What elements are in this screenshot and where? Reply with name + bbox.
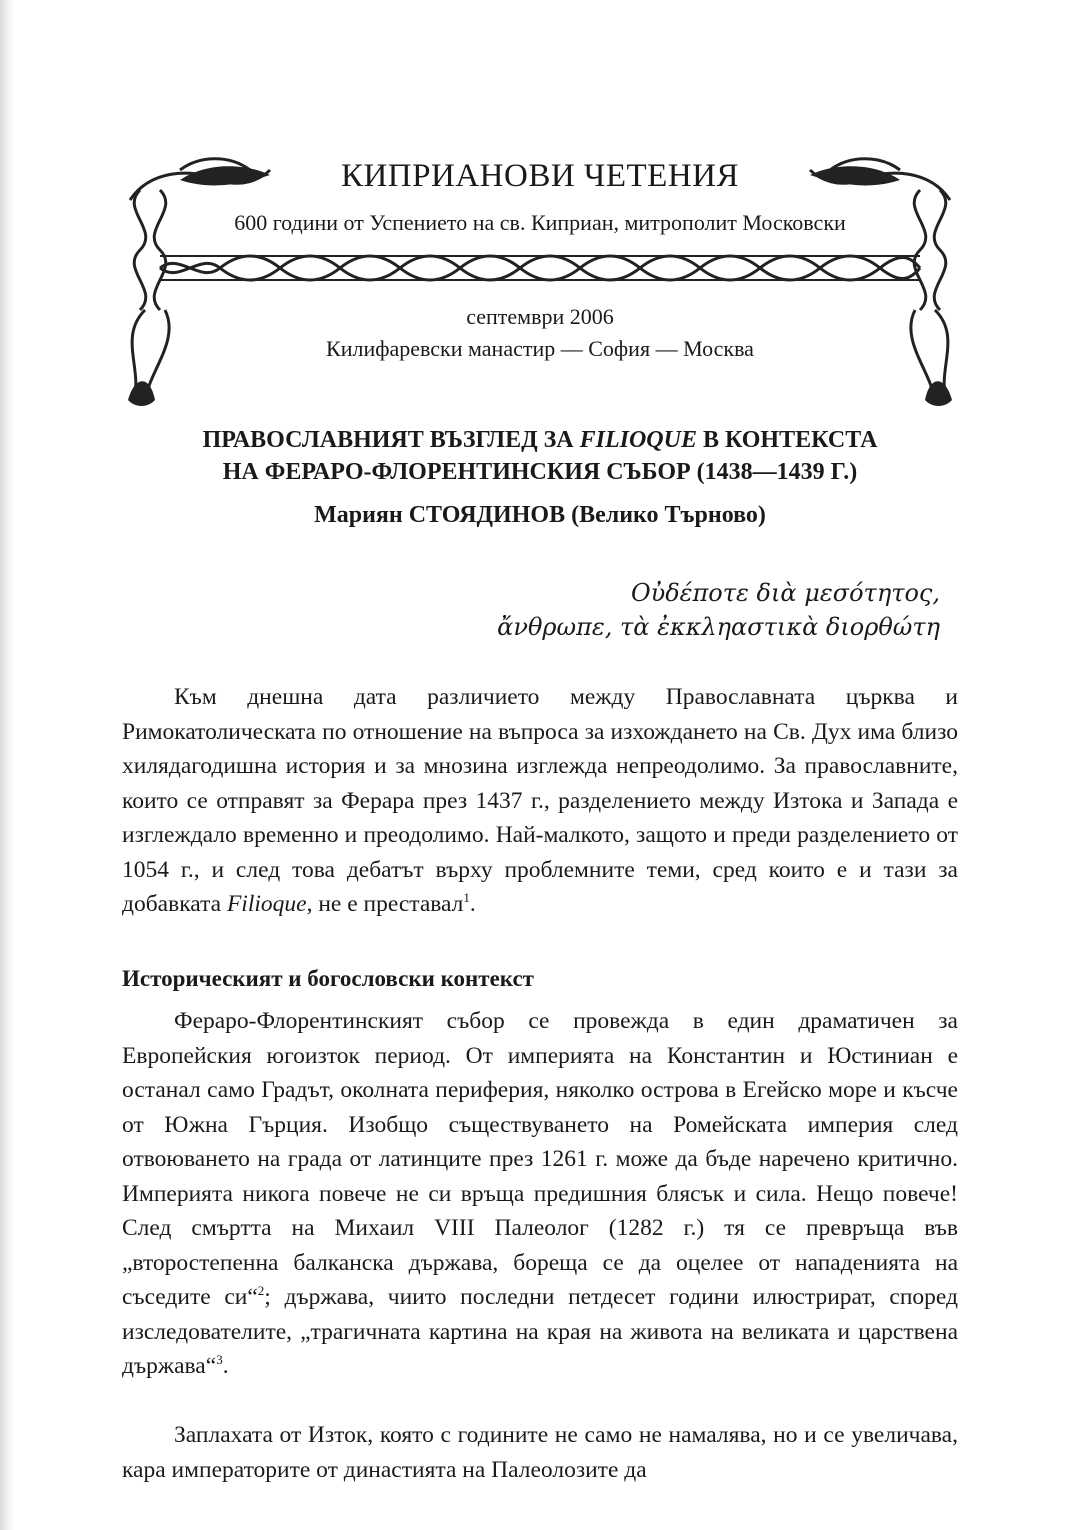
- paper-author: Мариян СТОЯДИНОВ (Велико Търново): [314, 502, 766, 528]
- conference-places: Килифаревски манастир — София — Москва: [326, 336, 754, 361]
- conference-title: КИПРИАНОВИ ЧЕТЕНИЯ: [340, 158, 740, 194]
- threat-paragraph: Заплахата от Изток, която с годините не само не намалява, но и се увеличава, кара императорите от династията на Палеолозите да: [122, 1422, 958, 1483]
- conference-subtitle: 600 години от Успението на св. Киприан, митрополит Московски: [234, 210, 846, 235]
- epigraph-line-1: Οὐδέποτε διὰ μεσότητος,: [630, 579, 940, 607]
- conference-date: септември 2006: [466, 304, 614, 329]
- paper-title: [0, 424, 1080, 488]
- epigraph-line-2: ἄνθρωπε, τὰ ἐκκληαστικὰ διορθώτη: [497, 613, 940, 641]
- paper-title-line-1: ПРАВОСЛАВНИЯТ ВЪЗГЛЕД ЗА FILIOQUE В КОНТЕКСТА: [202, 427, 878, 453]
- footnote-ref-1[interactable]: 1: [463, 890, 470, 906]
- context-paragraph: Фераро-Флорентинският събор се провежда в един драматичен за Европейския югоизток период. От империята на Константин и Юстиниан е останал само Градът, околната периферия, няколко острова в Егейско море и късче от Южна Гърция. Изобщо съществуването на Ромейската империя след отвоюването на града от латинците през 1261 г. може да бъде наречено критично. Империята никога повече не си връща предишния блясък и сила. Нещо повече! След смъртта на Михаил VIII Палеолог (1282 г.) тя се превръща във „второстепенна балканска държава, бореща се да оцелее от нападенията на съседите си“$^2$; държава, чиито последни петдесет години илюстрират, според изследователите, „трагичната картина на края на живота на великата и царствена държава“$^3$.: [122, 1008, 958, 1379]
- footnote-ref-2[interactable]: 2: [257, 1283, 265, 1299]
- greek-epigraph: [497, 576, 940, 644]
- paper-title-line-2: НА ФЕРАРО-ФЛОРЕНТИНСКИЯ СЪБОР (1438—1439 Г.): [222, 459, 858, 485]
- intro-paragraph: Към днешна дата различието между Православната църква и Римокатолическата по отношение на въпроса за изхождането на Св. Дух има близо хилядагодишна история и за мнозина изглежда непреодолимо. За православните, които се отправят за Ферара през 1437 г., разделението между Изтока и Запада е изглеждало временно и преодолимо. Най-малкото, защото и преди разделението от 1054 г., и след това дебатът върху проблемните теми, сред които е и тази за добавката Filioque, не е преставал$^1$.: [122, 684, 958, 917]
- footnote-ref-3[interactable]: 3: [216, 1352, 223, 1368]
- section-heading: Историческият и богословски контекст: [122, 966, 534, 991]
